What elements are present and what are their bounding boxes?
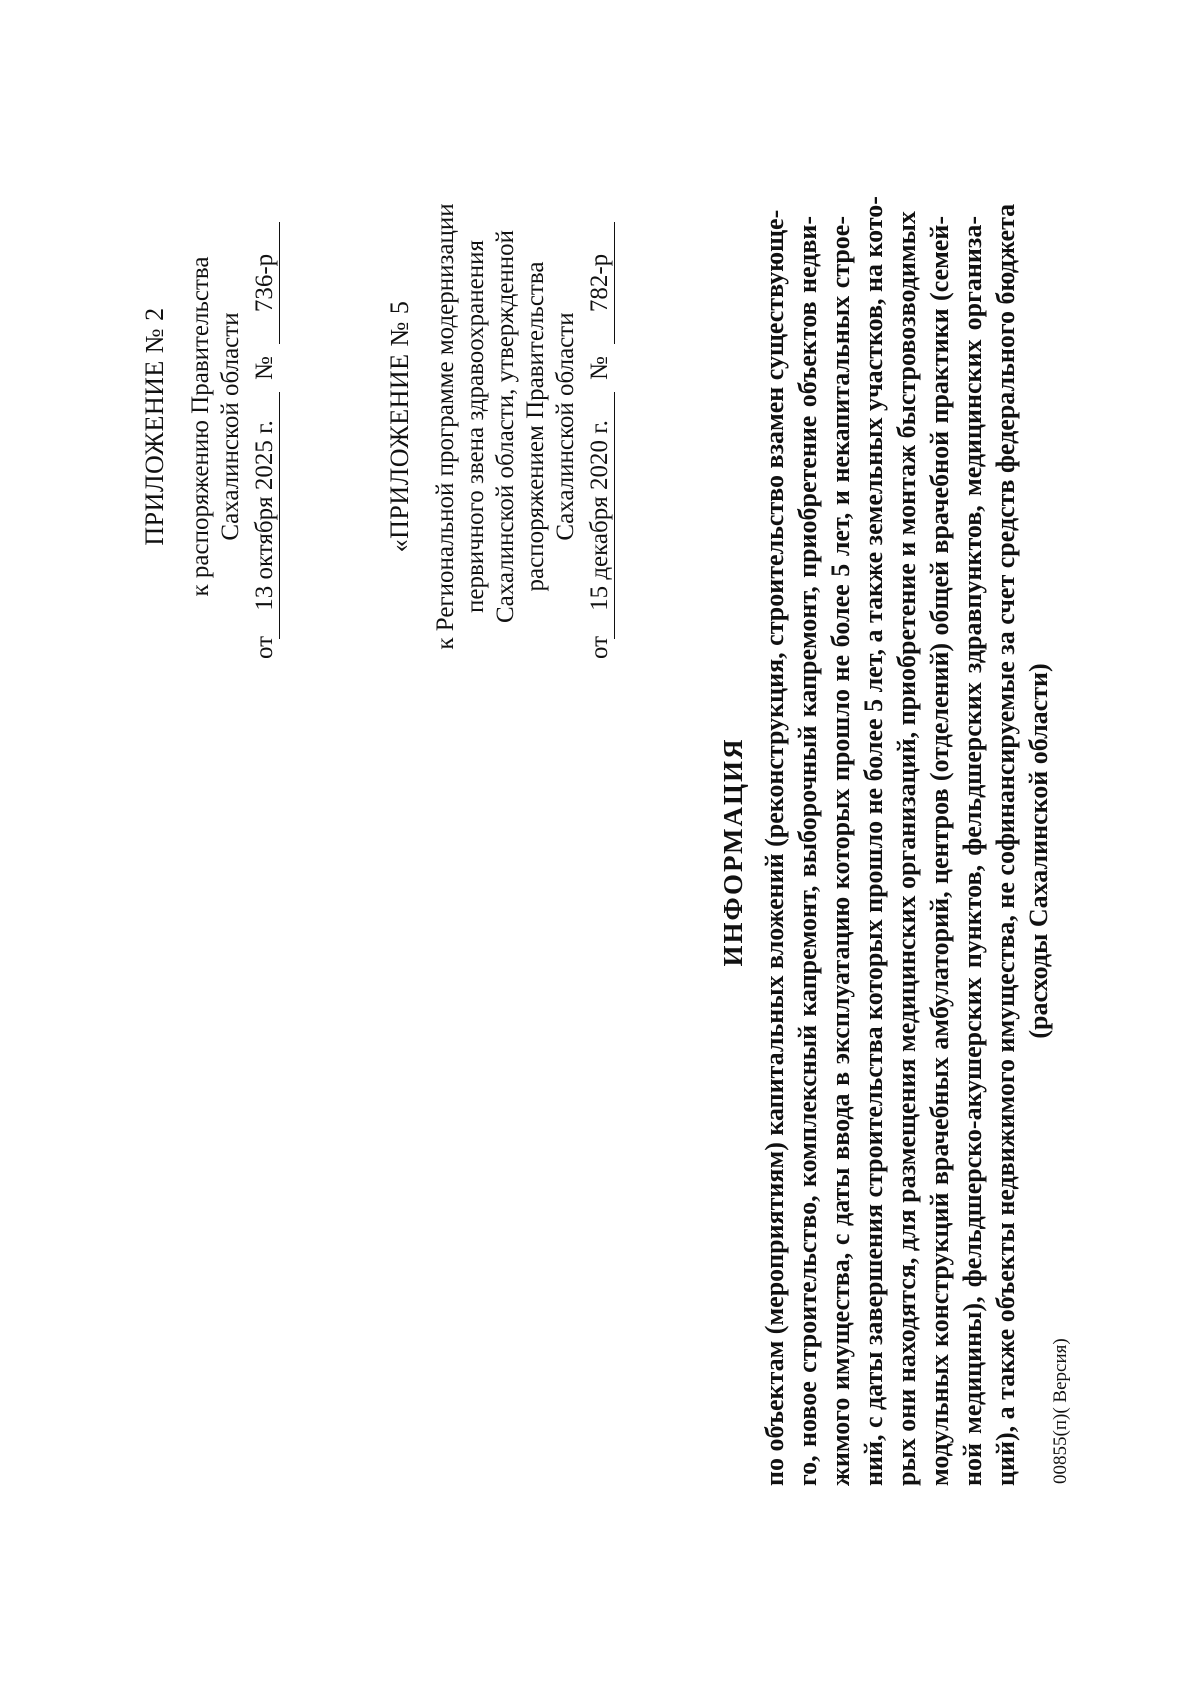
appendix-5-line: распоряжением Правительства <box>522 261 549 592</box>
appendix-2-header <box>140 194 280 659</box>
appendix-5-date-row <box>581 194 615 659</box>
appendix-5-date: 15 декабря 2020 г. <box>586 392 615 639</box>
number-sign: № <box>586 356 613 380</box>
number-sign: № <box>251 356 278 380</box>
body-line: по объектам (мероприятиям) капитальных вложений (реконструкция, строительство взамен существующе- <box>760 209 789 1486</box>
appendix-5-number: 782-р <box>586 222 615 344</box>
appendix-2-title: ПРИЛОЖЕНИЕ № 2 <box>140 307 169 546</box>
ot-label: от <box>586 635 613 659</box>
body-line: ной медицины), фельдшерско-акушерских пунктов, фельдшерских здравпунктов, медицинских организа- <box>958 216 987 1486</box>
ot-label: от <box>251 635 278 659</box>
appendix-2-line: к распоряжению Правительства <box>187 256 214 597</box>
document-title: ИНФОРМАЦИЯ <box>718 737 748 967</box>
document-body <box>758 196 1055 1486</box>
appendix-5-header <box>385 194 615 659</box>
body-line: модульных конструкций врачебных амбулаторий, центров (отделений) общей врачебной практики (семей- <box>925 216 954 1486</box>
body-line: ний, с даты завершения строительства которых прошло не более 5 лет, а также земельных участков, на кото- <box>859 196 888 1486</box>
appendix-2-date: 13 октября 2025 г. <box>251 392 280 639</box>
appendix-2-line: Сахалинской области <box>217 312 244 541</box>
body-line: го, новое строительство, комплексный капремонт, выборочный капремонт, приобретение объектов недви- <box>793 216 822 1486</box>
footer-code: 00855(п)( Версия) <box>1050 1338 1071 1484</box>
body-line: (расходы Сахалинской области) <box>1024 663 1053 1039</box>
appendix-5-line: Сахалинской области, утвержденной <box>492 229 519 624</box>
body-line: жимого имущества, с даты ввода в эксплуатацию которых прошло не более 5 лет, и некапитальных строе- <box>826 216 855 1486</box>
body-line: рых они находятся, для размещения медицинских организаций, приобретение и монтаж быстровозводимых <box>892 211 921 1486</box>
appendix-5-title: «ПРИЛОЖЕНИЕ № 5 <box>385 300 414 553</box>
appendix-2-date-row <box>246 194 280 659</box>
body-line: ций), а также объекты недвижимого имущества, не софинансируемые за счет средств федерального бюджета <box>991 203 1020 1486</box>
appendix-2-number: 736-р <box>251 222 280 344</box>
appendix-5-line: к Региональной программе модернизации <box>432 203 459 650</box>
appendix-5-line: первичного звена здравоохранения <box>462 240 489 613</box>
appendix-5-line: Сахалинской области <box>552 312 579 541</box>
